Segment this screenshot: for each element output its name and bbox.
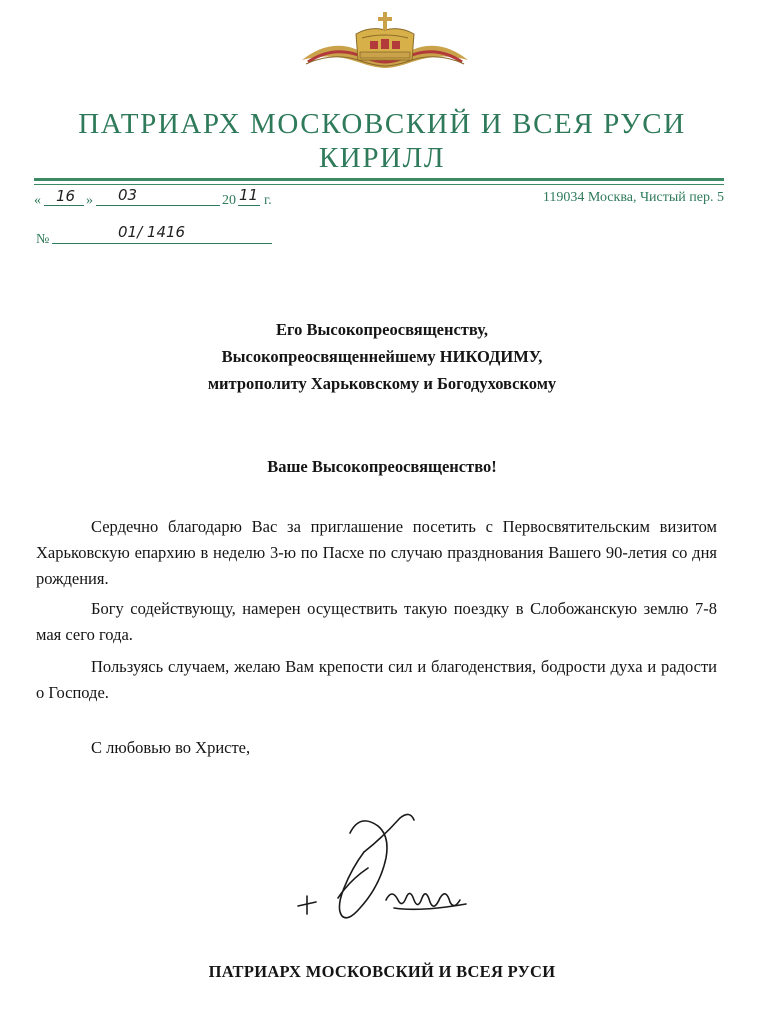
addressee-line-1: Его Высокопреосвященству, (276, 320, 488, 339)
addressee-line-3: митрополиту Харьковскому и Богодуховскому (207, 374, 557, 393)
handwritten-signature (290, 808, 480, 938)
number-line (52, 243, 272, 244)
date-day: 16 (56, 187, 76, 205)
body-paragraph-2: Богу содействующу, намерен осуществить такую поездку в Слобожанскую землю 7-8 мая сего года. (36, 599, 717, 644)
letterhead-name: КИРИЛЛ (318, 142, 446, 174)
date-month-line (96, 205, 220, 206)
return-address: 119034 Москва, Чистый пер. 5 (542, 190, 724, 205)
letterhead-title: ПАТРИАРХ МОСКОВСКИЙ И ВСЕЯ РУСИ (78, 108, 686, 140)
number-label: № (36, 232, 50, 247)
closing-phrase: С любовью во Христе, (91, 738, 251, 757)
date-year-line (238, 205, 260, 206)
date-year-unit: г. (264, 193, 272, 208)
header-divider-thin (34, 184, 724, 185)
body-paragraph-3: Пользуясь случаем, желаю Вам крепости сил и благоденствия, бодрости духа и радости о Господе. (36, 657, 717, 702)
header-divider (34, 178, 724, 181)
patriarchal-crown-icon (300, 8, 470, 76)
date-year-suffix: 11 (239, 186, 259, 204)
salutation: Ваше Высокопреосвященство! (267, 457, 497, 476)
date-month: 03 (118, 186, 138, 204)
addressee-line-2: Высокопреосвященнейшему НИКОДИМУ, (221, 347, 543, 366)
signatory-title: ПАТРИАРХ МОСКОВСКИЙ И ВСЕЯ РУСИ (208, 962, 556, 981)
date-year-prefix: 20 (222, 193, 236, 208)
document-number: 01/ 1416 (118, 223, 186, 241)
date-quote-open: « (34, 193, 41, 208)
date-quote-close: » (86, 193, 93, 208)
date-day-line (44, 205, 84, 206)
body-paragraph-1: Сердечно благодарю Вас за приглашение посетить с Первосвятительским визитом Харьковскую епархию в неделю 3-ю по Пасхе по случаю празднования Вашего 90-летия со дня рождения. (36, 517, 717, 588)
